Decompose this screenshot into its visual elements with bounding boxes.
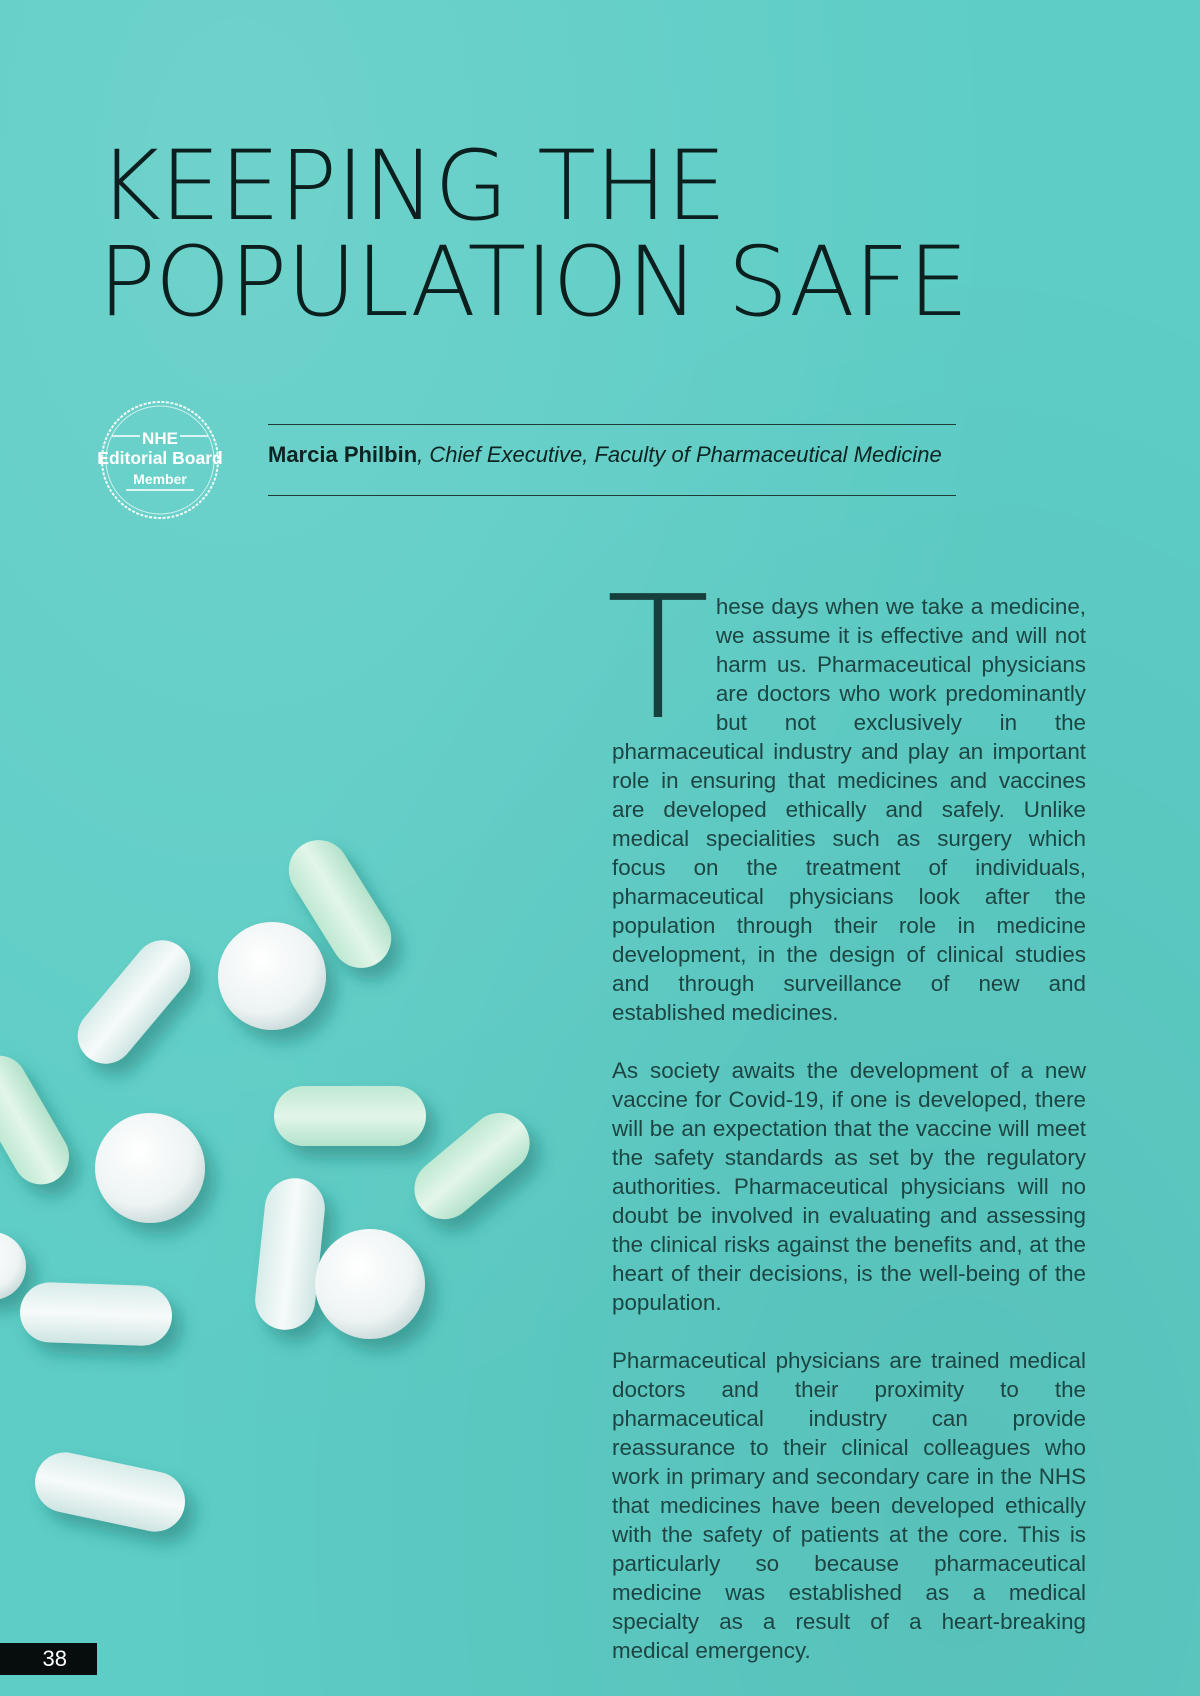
article-paragraph-3: Pharmaceutical physicians are trained medical doctors and their proximity to the pharmaceutical industry can provide reassurance to their clinical colleagues who work in primary and secondary care in the NHS that medicines have been developed ethically with the safety of patients at the core. This is particularly so because pharmaceutical medicine was established as a medical specialty as a result of a heart-breaking medical emergency. [612,1348,1086,1663]
page-number: 38 [0,1643,97,1675]
page-title [98,130,998,338]
paragraph-1-text: hese days when we take a medicine, we assume it is effective and will not harm us. Pharmaceutical physicians are doctors who work predominantly but not exclusively in the pharmaceutical industry and play an important role in ensuring that medicines and vaccines are developed ethically and safely. Unlike medical specialities such as surgery which focus on the treatment of individuals, pharmaceutical physicians look after the population through their role in medicine development, in the design of clinical studies and through surveillance of new and established medicines. [612,594,1086,1025]
title-line-1: KEEPING THE [98,130,726,242]
drop-cap: T [606,560,710,758]
byline-bottom-rule [268,495,956,496]
title-line-2: POPULATION SAFE [98,226,968,338]
article-body [606,560,1086,1694]
badge-line-1: NHE [142,429,178,448]
badge-line-3: Member [133,471,187,487]
pills-photo [0,820,560,1580]
article-paragraph-2: As society awaits the development of a new vaccine for Covid-19, if one is developed, there will be an expectation that the vaccine will meet the safety standards as set by the regulatory authorities. Pharmaceutical physicians will no doubt be involved in evaluating and assessing the clinical risks against the benefits and, at the heart of their decisions, is the well-being of the population. [612,1058,1086,1315]
byline-top-rule [268,424,956,425]
badge-line-2: Editorial Board [97,448,223,468]
author-role: , Chief Executive, Faculty of Pharmaceutical Medicine [417,442,942,467]
article-paragraph-1 [606,560,1086,1027]
byline [268,442,968,468]
author-name: Marcia Philbin [268,442,418,467]
editorial-board-badge [92,400,228,520]
